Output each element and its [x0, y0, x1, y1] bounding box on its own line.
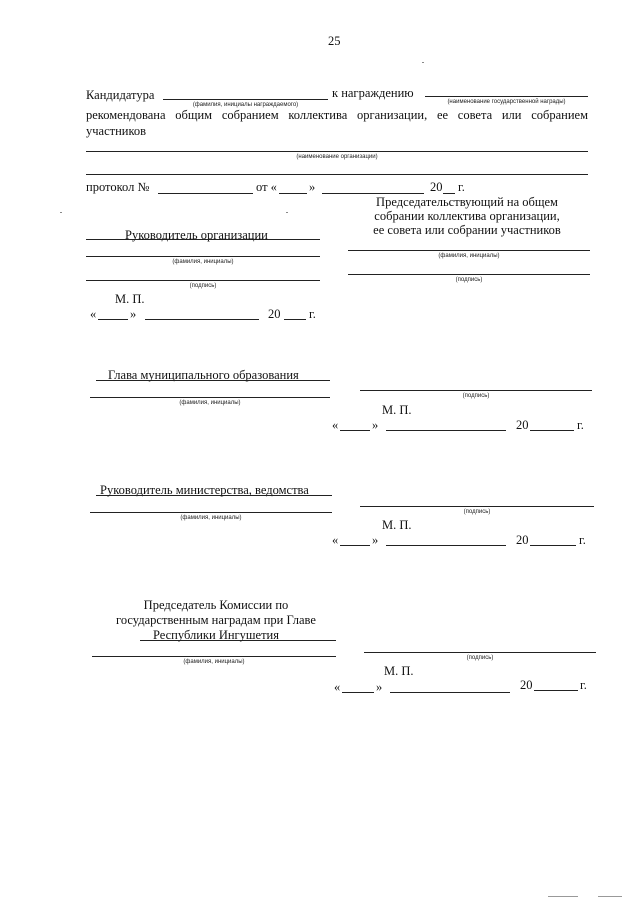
commission-chair-line3: Республики Ингушетия: [152, 628, 279, 642]
participants-text: участников: [86, 124, 147, 138]
award-caption: (наименование государственной награды): [447, 99, 566, 105]
ministry-head-title: Руководитель министерства, ведомства: [100, 483, 309, 497]
municipal-head-day-line[interactable]: [340, 430, 370, 431]
protocol-year-line[interactable]: [443, 193, 455, 194]
commission-chair-year-line[interactable]: [534, 690, 578, 691]
protocol-year: 20: [430, 180, 443, 194]
organization-line[interactable]: [86, 151, 588, 152]
meeting-chair-name-line[interactable]: [348, 250, 590, 251]
org-head-title-line: [86, 239, 320, 240]
org-head-name-caption: (фамилия, инициалы): [172, 259, 234, 265]
protocol-year-suffix: г.: [458, 180, 465, 194]
ministry-head-stamp: М. П.: [382, 518, 412, 532]
candidate-label: Кандидатура: [86, 88, 155, 102]
municipal-head-title: Глава муниципального образования: [108, 368, 299, 382]
protocol-close-quote: »: [309, 180, 316, 194]
org-head-close-quote: »: [130, 307, 137, 321]
municipal-head-name-line[interactable]: [90, 397, 330, 398]
ministry-head-name-line[interactable]: [90, 512, 332, 513]
org-head-sign-line[interactable]: [86, 280, 320, 281]
scan-speck: [60, 212, 62, 213]
municipal-head-title-line: [96, 380, 330, 381]
municipal-head-open-quote: «: [332, 418, 339, 432]
commission-chair-line2: государственным наградам при Главе: [116, 613, 316, 627]
org-head-name-line[interactable]: [86, 256, 320, 257]
page-number: 25: [328, 34, 341, 48]
commission-chair-day-line[interactable]: [342, 692, 374, 693]
org-head-title: Руководитель организации: [125, 228, 268, 242]
org-head-open-quote: «: [90, 307, 97, 321]
commission-chair-open-quote: «: [334, 680, 341, 694]
org-head-month-line[interactable]: [145, 319, 259, 320]
org-head-sign-caption: (подпись): [189, 283, 217, 289]
municipal-head-month-line[interactable]: [386, 430, 506, 431]
commission-chair-title-line: [140, 640, 336, 641]
candidate-name-line[interactable]: [163, 99, 328, 100]
commission-chair-month-line[interactable]: [390, 692, 510, 693]
meeting-chair-line1: Председательствующий на общем: [376, 195, 558, 209]
municipal-head-year-suffix: г.: [577, 418, 584, 432]
ministry-head-sign-caption: (подпись): [463, 509, 491, 515]
recommended-text: рекомендована общим собранием коллектива организации, ее совета или собранием: [86, 108, 588, 122]
commission-chair-name-line[interactable]: [92, 656, 336, 657]
commission-chair-year-suffix: г.: [580, 678, 587, 692]
scan-mark: [548, 896, 578, 897]
municipal-head-year: 20: [516, 418, 529, 432]
municipal-head-name-caption: (фамилия, инициалы): [179, 400, 241, 406]
ministry-head-month-line[interactable]: [386, 545, 506, 546]
commission-chair-name-caption: (фамилия, инициалы): [183, 659, 245, 665]
award-name-line[interactable]: [425, 96, 588, 97]
org-head-stamp: М. П.: [115, 292, 145, 306]
meeting-chair-line2: собрании коллектива организации,: [374, 209, 560, 223]
ministry-head-day-line[interactable]: [340, 545, 370, 546]
protocol-day-line[interactable]: [279, 193, 307, 194]
municipal-head-stamp: М. П.: [382, 403, 412, 417]
protocol-month-line[interactable]: [322, 193, 424, 194]
ministry-head-title-line: [96, 495, 332, 496]
ministry-head-name-caption: (фамилия, инициалы): [180, 515, 242, 521]
organization-caption: (наименование организации): [296, 154, 378, 160]
commission-chair-close-quote: »: [376, 680, 383, 694]
ministry-head-sign-line[interactable]: [360, 506, 594, 507]
organization-line-2[interactable]: [86, 174, 588, 175]
commission-chair-sign-line[interactable]: [364, 652, 596, 653]
municipal-head-sign-line[interactable]: [360, 390, 592, 391]
ministry-head-year-suffix: г.: [579, 533, 586, 547]
scan-mark: [598, 896, 622, 897]
ministry-head-year: 20: [516, 533, 529, 547]
municipal-head-close-quote: »: [372, 418, 379, 432]
meeting-chair-line3: ее совета или собрании участников: [373, 223, 561, 237]
protocol-label: протокол №: [86, 180, 150, 194]
org-head-year-suffix: г.: [309, 307, 316, 321]
commission-chair-line1: Председатель Комиссии по: [143, 598, 289, 612]
org-head-year: 20: [268, 307, 281, 321]
protocol-number-line[interactable]: [158, 193, 253, 194]
scan-speck: [422, 62, 424, 63]
ministry-head-close-quote: »: [372, 533, 379, 547]
commission-chair-year: 20: [520, 678, 533, 692]
commission-chair-sign-caption: (подпись): [466, 655, 494, 661]
candidate-name-caption: (фамилия, инициалы награждаемого): [192, 102, 299, 108]
ministry-head-open-quote: «: [332, 533, 339, 547]
org-head-day-line[interactable]: [98, 319, 128, 320]
municipal-head-sign-caption: (подпись): [462, 393, 490, 399]
meeting-chair-sign-caption: (подпись): [455, 277, 483, 283]
meeting-chair-name-caption: (фамилия, инициалы): [438, 253, 500, 259]
protocol-from: от «: [256, 180, 277, 194]
ministry-head-year-line[interactable]: [530, 545, 576, 546]
award-label: к награждению: [332, 86, 414, 100]
meeting-chair-sign-line[interactable]: [348, 274, 590, 275]
scan-speck: [286, 212, 288, 213]
commission-chair-stamp: М. П.: [384, 664, 414, 678]
municipal-head-year-line[interactable]: [530, 430, 574, 431]
org-head-year-line[interactable]: [284, 319, 306, 320]
